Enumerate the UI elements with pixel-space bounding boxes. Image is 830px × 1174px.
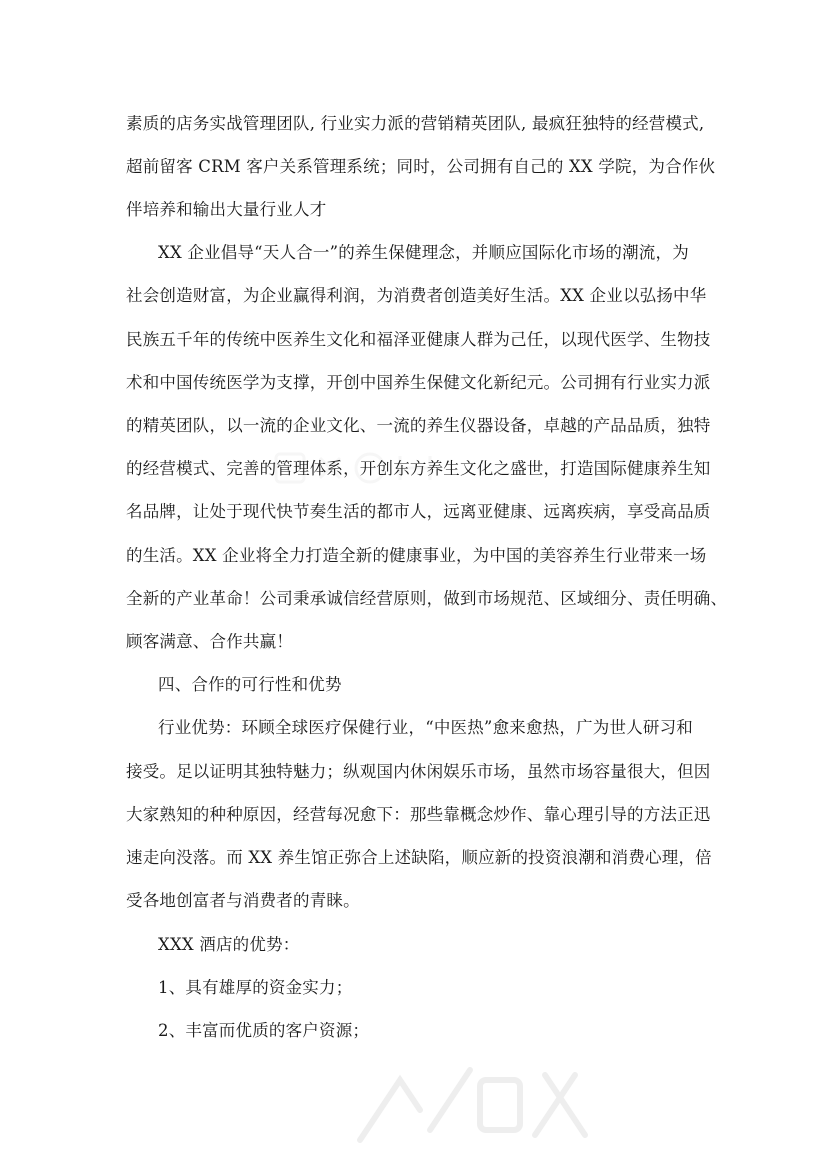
text-line: 超前留客 CRM 客户关系管理系统；同时，公司拥有自己的 XX 学院，为合作伙: [126, 157, 716, 176]
text-line: 社会创造财富，为企业赢得利润，为消费者创造美好生活。XX 企业以弘扬中华: [126, 286, 707, 305]
text-line: 顾客满意、合作共赢！: [126, 632, 293, 651]
list-item: 1、具有雄厚的资金实力；: [158, 978, 353, 997]
text-line: 行业优势：环顾全球医疗保健行业，“中医热”愈来愈热，广为世人研习和: [158, 718, 693, 737]
text-line: 伴培养和输出大量行业人才: [126, 200, 327, 219]
text-line: 受各地创富者与消费者的青睐。: [126, 891, 360, 910]
text-line: 的精英团队，以一流的企业文化、一流的养生仪器设备，卓越的产品品质，独特: [126, 416, 711, 435]
list-item: 2、丰富而优质的客户资源；: [158, 1021, 370, 1040]
text-line: 的经营模式、完善的管理体系，开创东方养生文化之盛世，打造国际健康养生知: [126, 459, 711, 478]
text-line: 民族五千年的传统中医养生文化和福泽亚健康人群为己任，以现代医学、生物技: [126, 330, 711, 349]
text-line: 术和中国传统医学为支撑，开创中国养生保健文化新纪元。公司拥有行业实力派: [126, 373, 711, 392]
text-line: 全新的产业革命！公司秉承诚信经营原则，做到市场规范、区域细分、责任明确、: [126, 589, 728, 608]
text-line: XX 企业倡导“天人合一”的养生保健理念，并顺应国际化市场的潮流，为: [158, 243, 689, 262]
text-line: XXX 酒店的优势：: [158, 935, 300, 954]
text-line: 大家熟知的种种原因，经营每况愈下：那些靠概念炒作、靠心理引导的方法正迅: [126, 805, 711, 824]
text-line: 速走向没落。而 XX 养生馆正弥合上述缺陷，顺应新的投资浪潮和消费心理，倍: [126, 848, 712, 867]
watermark-logo: [340, 1050, 600, 1150]
text-line: 名品牌，让处于现代快节奏生活的都市人，远离亚健康、远离疾病，享受高品质: [126, 502, 711, 521]
text-line: 的生活。XX 企业将全力打造全新的健康事业，为中国的美容养生行业带来一场: [126, 546, 707, 565]
section-heading: 四、合作的可行性和优势: [158, 675, 342, 694]
text-line: 接受。足以证明其独特魅力；纵观国内休闲娱乐市场，虽然市场容量很大，但因: [126, 762, 711, 781]
text-line: 素质的店务实战管理团队, 行业实力派的营销精英团队, 最疯狂独特的经营模式,: [126, 114, 705, 133]
